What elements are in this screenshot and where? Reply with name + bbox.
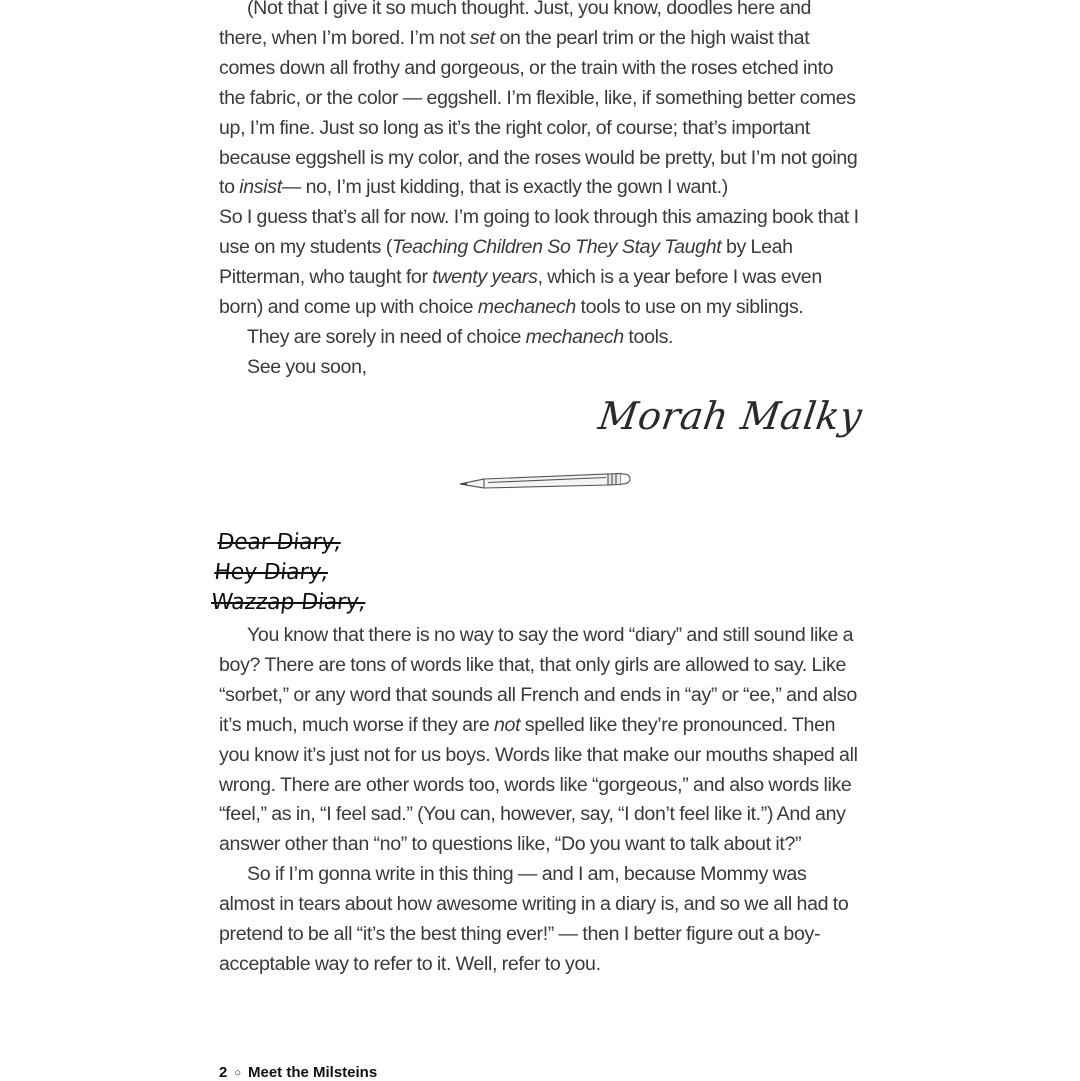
book-title: Meet the Milsteins (248, 1064, 378, 1081)
greeting-line: Hey Diary, (213, 560, 330, 585)
italic-text: twenty years (432, 266, 538, 289)
greeting-line: Wazzap Diary, (209, 590, 367, 615)
pencil-icon (458, 470, 634, 494)
greeting-line: Dear Diary, (216, 530, 343, 555)
page-footer (219, 1064, 377, 1081)
signature: Morah Malky (596, 394, 866, 438)
crossed-out-greetings (210, 528, 374, 618)
circle-ornament-icon: ○ (234, 1066, 241, 1079)
page-number: 2 (219, 1064, 228, 1081)
italic-text: mechanech (477, 296, 576, 319)
letter-paragraph: So I guess that’s all for now. I’m going to look through this amazing book that I use on my students (Teaching Children So They Stay Taught by Leah Pitterman, who taught for twenty years, which is a year before I was even born) and come up with choice mechanech tools to use on my siblings. (219, 206, 859, 319)
letter-text (219, 0, 862, 383)
diary-text (219, 621, 862, 980)
italic-text: insist (239, 176, 282, 199)
italic-text: not (494, 713, 521, 736)
italic-text: mechanech (525, 325, 624, 348)
letter-paragraph: They are sorely in need of choice mechanech tools. (247, 325, 674, 348)
diary-paragraph: So if I’m gonna write in this thing — and I am, because Mommy was almost in tears about how awesome writing in a diary is, and so we all had to pretend to be all “it’s the best thing ever!” — then I better figure out a boy-acceptable way to refer to it. Well, refer to you. (219, 863, 849, 975)
diary-paragraph: You know that there is no way to say the word “diary” and still sound like a boy? There are tons of words like that, that only girls are allowed to say. Like “sorbet,” or any word that sounds all French and ends in “ay” or “ee,” and also it’s much, much worse if they are not spelled like they’re pronounced. Then you know it’s just not for us boys. Words like that make our mouths shaped all wrong. There are other words too, words like “gorgeous,” and also words like “feel,” as in, “I feel sad.” (You can, however, say, “I don’t feel like it.”) And any answer other than “no” to questions like, “Do you want to talk about it?” (219, 624, 858, 856)
italic-text: Teaching Children So They Stay Taught (391, 236, 722, 259)
italic-text: set (469, 26, 495, 49)
letter-paragraph: See you soon, (247, 355, 367, 378)
letter-paragraph: (Not that I give it so much thought. Just, you know, doodles here and there, when I’m bored. I’m not set on the pearl trim or the high waist that comes down all frothy and gorgeous, or the train with the roses etched into the fabric, or the color — eggshell. I’m flexible, like, if something better comes up, I’m fine. Just so long as it’s the right color, of course; that’s important because eggshell is my color, and the roses would be pretty, but I’m not going to insist— no, I’m just kidding, that is exactly the gown I want.) (219, 0, 858, 199)
